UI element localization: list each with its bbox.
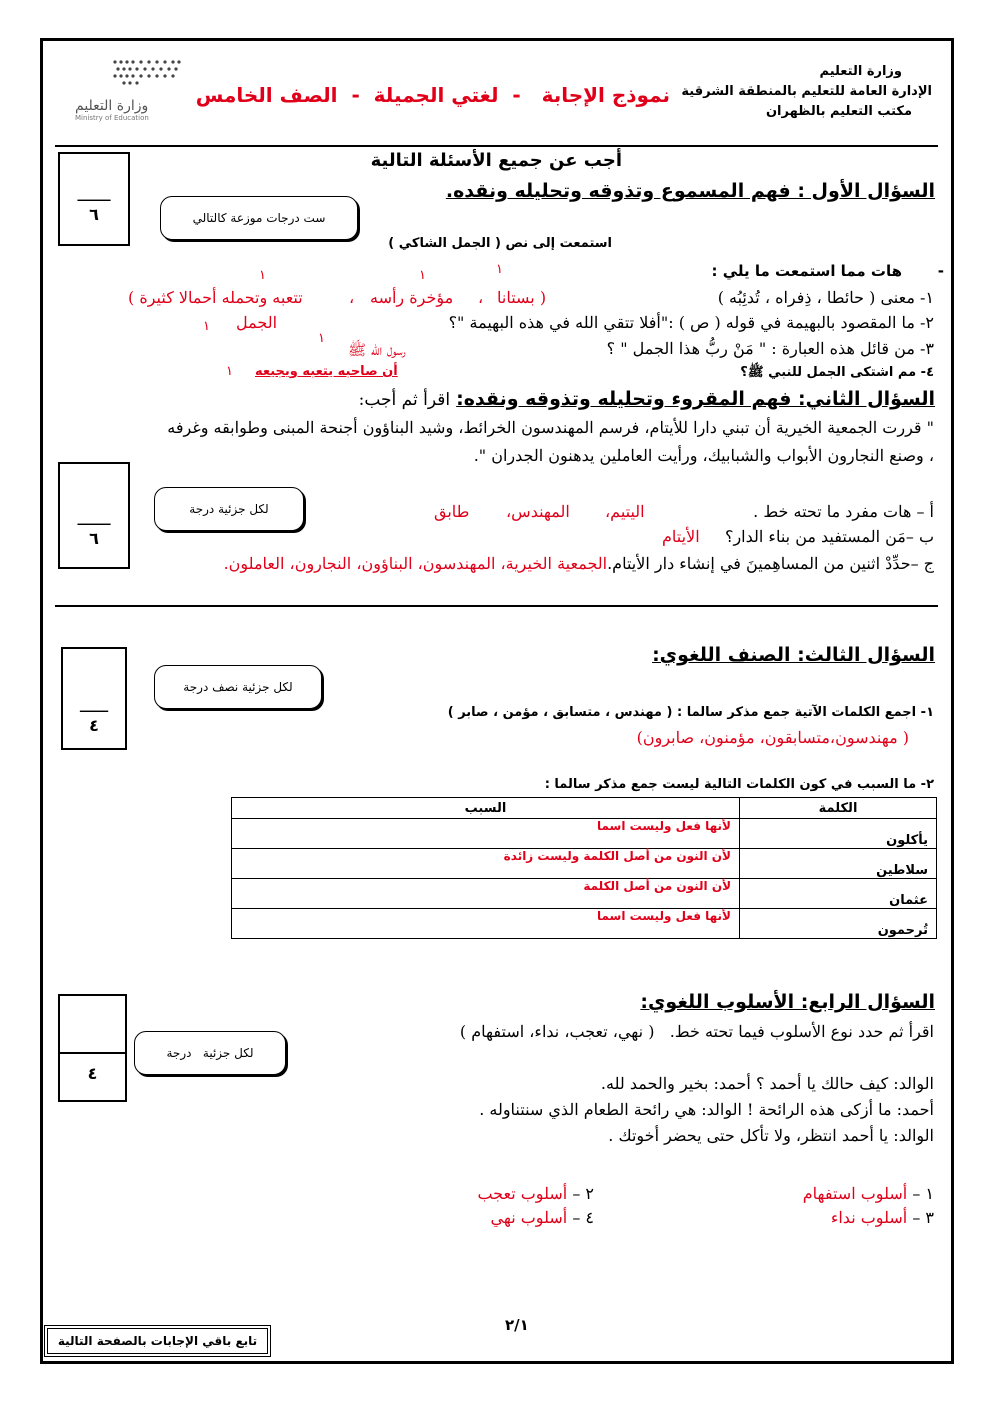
q4-dialog-3: الوالد: يا أحمد انتظر، ولا تأكل حتى يحضر أخوتك .	[608, 1126, 934, 1145]
q4-dialog-2: أحمد: ما أزكى هذه الرائحة ! الوالد: هي رائحة الطعام الذي سنتناوله .	[479, 1100, 934, 1119]
q4-dialog-1: الوالد: كيف حالك يا أحمد ؟ أحمد: بخير والحمد لله.	[600, 1074, 934, 1093]
ministry-line: الإدارة العامة للتعليم بالمنطقة الشرقية	[681, 84, 932, 99]
q1-ans4: أن صاحبه يتعبه ويجيعه	[255, 364, 398, 379]
q1-ans2: الجمل	[236, 313, 278, 332]
q2-ans-b: الأيتام	[662, 527, 700, 546]
q2-passage-line2: ، وصنع النجارون الأبواب والشبابيك، ورأيت العاملين يدهنون الجدران ".	[473, 446, 934, 465]
mark: ١	[419, 268, 426, 283]
ministry-line: وزارة التعليم	[819, 64, 902, 79]
q4-note: لكل جزئية درجة	[134, 1031, 286, 1075]
mark: ١	[226, 364, 233, 379]
q4-grade-box	[58, 994, 127, 1102]
q1-item3: ٣- من قائل هذه العبارة : " مَنْ ربُّ هذا الجمل " ؟	[606, 339, 934, 358]
q3-ans1: ( مهندسون،متسابقون، مؤمنون، صابرون)	[636, 728, 909, 747]
q3-item1: ١- اجمع الكلمات الآتية جمع مذكر سالما : ( مهندس ، متسابق ، مؤمن ، صابر )	[447, 705, 934, 720]
q1-ans1-b: مؤخرة رأسه	[370, 288, 454, 307]
answer-label: ٣ –	[912, 1208, 934, 1227]
grade-total: ٤	[87, 1064, 98, 1083]
q2-qb: ب –مَن المستفيد من بناء الدار؟	[724, 527, 934, 546]
reason-cell: لأنها فعل وليست اسما	[232, 909, 740, 939]
q3-item2: ٢- ما السبب في كون الكلمات التالية ليست جمع مذكر سالما :	[544, 777, 934, 792]
q2-qc: ج –حدِّدْ اثنين من المساهِمينَ في إنشاء دار الأيتام.	[607, 554, 934, 573]
instructions: أجب عن جميع الأسئلة التالية	[370, 150, 622, 171]
logo-dots-icon	[75, 58, 185, 90]
q4-instructions: اقرأ ثم حدد نوع الأسلوب فيما تحته خط. ( نهي، تعجب، نداء، استفهام )	[459, 1022, 934, 1041]
q1-item1: ١- معنى ( حائطا ، ذِفراه ، تُدئِبُه )	[717, 288, 934, 307]
q4-answer-3: أسلوب نداء	[830, 1208, 908, 1227]
page-title: نموذج الإجابة - لغتي الجميلة - الصف الخامس	[195, 83, 670, 107]
answer-label: ١ –	[912, 1184, 934, 1203]
ministry-line: مكتب التعليم بالظهران	[765, 104, 912, 119]
header-word: الكلمة	[740, 798, 937, 819]
grade-total: ٤	[89, 716, 99, 735]
answer-label: ٢ –	[572, 1184, 594, 1203]
reasons-table	[231, 797, 937, 939]
comma: ،	[349, 288, 355, 307]
q2-title-tail: اقرأ ثم أجب:	[358, 390, 451, 410]
q1-title: السؤال الأول : فهم المسموع وتذوقه وتحليله ونقده.	[445, 180, 935, 202]
table-row	[232, 819, 937, 849]
q2-ans-c: الجمعية الخيرية، المهندسون، البناؤون، النجارون، العاملون.	[223, 554, 608, 573]
q3-note: لكل جزئية نصف درجة	[154, 665, 322, 709]
page-number: ٢/١	[505, 1316, 529, 1334]
logo-text-ar: وزارة التعليم	[75, 98, 149, 114]
q4-answer-1: أسلوب استفهام	[802, 1184, 908, 1203]
q1-ans3: رسول الله ﷺ	[348, 341, 406, 359]
q2-ans-a2: المهندس،	[506, 502, 570, 521]
answer-label: ٤ –	[572, 1208, 594, 1227]
table-row	[232, 909, 937, 939]
q2-note: لكل جزئية درجة	[154, 487, 304, 531]
grade-total: ٦	[89, 205, 99, 224]
grade-blank: ـــــــ	[77, 510, 111, 529]
q4-title: السؤال الرابع: الأسلوب اللغوي:	[640, 991, 935, 1013]
logo-text-en: Ministry of Education	[75, 114, 149, 122]
grade-divider	[60, 1052, 125, 1054]
q2-ans-a1: اليتيم،	[605, 502, 645, 521]
q3-grade-box	[61, 647, 127, 750]
table-header-row	[232, 798, 937, 819]
mark: ١	[496, 262, 503, 277]
mark: ١	[259, 268, 266, 283]
q4-answer-2: أسلوب تعجب	[477, 1184, 568, 1203]
comma: ،	[478, 288, 484, 307]
q2-grade-box	[58, 462, 130, 569]
grade-blank: ـــــــ	[77, 186, 111, 205]
bullet-dash: -	[937, 262, 944, 280]
q2-title: السؤال الثاني: فهم المقروء وتحليله وتذوقه ونقده:	[456, 388, 935, 410]
q2-passage-line1: " قررت الجمعية الخيرية أن تبني دارا للأيتام، فرسم المهندسون الخرائط، وشيد البناؤون أجنحة المبنى وطوابقه وغرفه	[167, 418, 934, 437]
q1-ans1-c: تتعبه وتحمله أحمالا كثيرة )	[128, 288, 303, 307]
continue-note: تابع باقي الإجابات بالصفحة التالية	[44, 1325, 271, 1357]
q2-qa: أ – هات مفرد ما تحته خط .	[753, 502, 934, 521]
q1-prompt: هات مما استمعت ما يلي :	[711, 262, 902, 280]
reason-cell: لأن النون من أصل الكلمة	[232, 879, 740, 909]
section-divider	[55, 605, 938, 607]
ministry-logo	[75, 58, 185, 123]
q4-answer-4: أسلوب نهي	[490, 1208, 568, 1227]
q1-note: ست درجات موزعة كالتالي	[160, 196, 358, 240]
word-cell: يأكلون	[740, 819, 937, 849]
table-row	[232, 879, 937, 909]
reason-cell: لأن النون من أصل الكلمة وليست زائدة	[232, 849, 740, 879]
q3-title: السؤال الثالث: الصنف اللغوي:	[652, 644, 935, 666]
header-divider	[55, 145, 938, 147]
grade-total: ٦	[89, 529, 99, 548]
ministry-header	[681, 62, 932, 122]
mark: ١	[318, 331, 325, 346]
q1-item4: ٤- مم اشتكى الجمل للنبي ﷺ؟	[740, 365, 934, 380]
q1-ans1-a: ( بستانا	[497, 288, 547, 307]
table-row	[232, 849, 937, 879]
q1-item2: ٢- ما المقصود بالبهيمة في قوله ( ص ) :"أفلا تتقي الله في هذه البهيمة "؟	[448, 313, 934, 332]
header-reason: السبب	[232, 798, 740, 819]
q2-ans-a3: طابق	[434, 502, 470, 521]
word-cell: سلاطين	[740, 849, 937, 879]
word-cell: تُرحمون	[740, 909, 937, 939]
word-cell: عثمان	[740, 879, 937, 909]
mark: ١	[203, 319, 210, 334]
q1-grade-box	[58, 152, 130, 246]
grade-blank: ــــــ	[79, 697, 109, 716]
reason-cell: لأنها فعل وليست اسما	[232, 819, 740, 849]
q1-listen: استمعت إلى نص ( الجمل الشاكي )	[388, 236, 612, 251]
